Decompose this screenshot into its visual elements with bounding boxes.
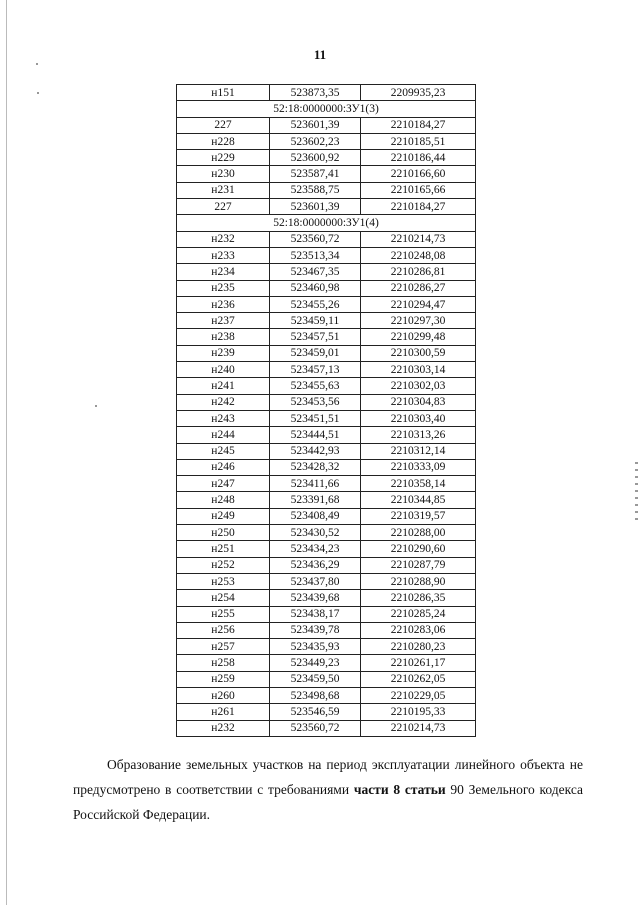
- y-coordinate-cell: 2210184,27: [361, 117, 476, 133]
- x-coordinate-cell: 523601,39: [270, 199, 361, 215]
- table-row: [177, 117, 476, 133]
- table-row: [177, 362, 476, 378]
- coordinates-table-body: [177, 85, 476, 737]
- table-row: [177, 541, 476, 557]
- point-id-cell: н230: [177, 166, 270, 182]
- x-coordinate-cell: 523437,80: [270, 573, 361, 589]
- table-row: [177, 345, 476, 361]
- x-coordinate-cell: 523444,51: [270, 427, 361, 443]
- point-id-cell: н235: [177, 280, 270, 296]
- y-coordinate-cell: 2210303,14: [361, 362, 476, 378]
- x-coordinate-cell: 523513,34: [270, 247, 361, 263]
- table-row: [177, 182, 476, 198]
- x-coordinate-cell: 523455,63: [270, 378, 361, 394]
- y-coordinate-cell: 2210165,66: [361, 182, 476, 198]
- x-coordinate-cell: 523439,68: [270, 590, 361, 606]
- x-coordinate-cell: 523601,39: [270, 117, 361, 133]
- page-number: 11: [313, 47, 327, 62]
- table-row: [177, 394, 476, 410]
- paragraph-emphasis: части 8 статьи: [353, 782, 446, 797]
- table-row: [177, 704, 476, 720]
- x-coordinate-cell: 523411,66: [270, 476, 361, 492]
- y-coordinate-cell: 2210302,03: [361, 378, 476, 394]
- point-id-cell: н237: [177, 313, 270, 329]
- point-id-cell: н238: [177, 329, 270, 345]
- x-coordinate-cell: 523430,52: [270, 525, 361, 541]
- point-id-cell: н250: [177, 525, 270, 541]
- point-id-cell: н252: [177, 557, 270, 573]
- point-id-cell: н242: [177, 394, 270, 410]
- y-coordinate-cell: 2210303,40: [361, 410, 476, 426]
- paragraph-part: Образование земельных участков на период эксплуатации линейного объекта не предусмотрено в соответствии с требованиями: [73, 757, 583, 797]
- y-coordinate-cell: 2210344,85: [361, 492, 476, 508]
- y-coordinate-cell: 2210287,79: [361, 557, 476, 573]
- x-coordinate-cell: 523428,32: [270, 459, 361, 475]
- table-row: [177, 231, 476, 247]
- point-id-cell: н229: [177, 150, 270, 166]
- table-row: [177, 655, 476, 671]
- point-id-cell: н234: [177, 264, 270, 280]
- paragraph-part: 90 Земельного кодекса Российской Федерации.: [73, 782, 584, 822]
- point-id-cell: н259: [177, 671, 270, 687]
- point-id-cell: н256: [177, 622, 270, 638]
- y-coordinate-cell: 2210261,17: [361, 655, 476, 671]
- y-coordinate-cell: 2210294,47: [361, 296, 476, 312]
- x-coordinate-cell: 523435,93: [270, 639, 361, 655]
- x-coordinate-cell: 523442,93: [270, 443, 361, 459]
- y-coordinate-cell: 2210166,60: [361, 166, 476, 182]
- point-id-cell: н232: [177, 231, 270, 247]
- point-id-cell: н253: [177, 573, 270, 589]
- y-coordinate-cell: 2210214,73: [361, 231, 476, 247]
- point-id-cell: 227: [177, 199, 270, 215]
- point-id-cell: н231: [177, 182, 270, 198]
- scan-speck: [36, 63, 38, 65]
- x-coordinate-cell: 523467,35: [270, 264, 361, 280]
- point-id-cell: 227: [177, 117, 270, 133]
- table-row: [177, 133, 476, 149]
- x-coordinate-cell: 523438,17: [270, 606, 361, 622]
- x-coordinate-cell: 523873,35: [270, 85, 361, 101]
- body-paragraph: [73, 752, 583, 827]
- point-id-cell: н232: [177, 720, 270, 736]
- table-row: [177, 264, 476, 280]
- paragraph-text: [73, 752, 583, 827]
- table-row: [177, 720, 476, 736]
- point-id-cell: н251: [177, 541, 270, 557]
- x-coordinate-cell: 523560,72: [270, 231, 361, 247]
- point-id-cell: н244: [177, 427, 270, 443]
- y-coordinate-cell: 2210229,05: [361, 687, 476, 703]
- table-row: [177, 492, 476, 508]
- y-coordinate-cell: 2210285,24: [361, 606, 476, 622]
- x-coordinate-cell: 523457,51: [270, 329, 361, 345]
- y-coordinate-cell: 2210319,57: [361, 508, 476, 524]
- table-row: [177, 443, 476, 459]
- scan-margin-line: [6, 0, 7, 905]
- table-row: [177, 166, 476, 182]
- table-row: [177, 476, 476, 492]
- point-id-cell: н239: [177, 345, 270, 361]
- y-coordinate-cell: 2210288,00: [361, 525, 476, 541]
- table-row: [177, 280, 476, 296]
- y-coordinate-cell: 2210290,60: [361, 541, 476, 557]
- scan-speck: [95, 405, 97, 407]
- table-row: [177, 525, 476, 541]
- x-coordinate-cell: 523498,68: [270, 687, 361, 703]
- y-coordinate-cell: 2210186,44: [361, 150, 476, 166]
- point-id-cell: н248: [177, 492, 270, 508]
- point-id-cell: н241: [177, 378, 270, 394]
- table-row: [177, 199, 476, 215]
- y-coordinate-cell: 2210313,26: [361, 427, 476, 443]
- x-coordinate-cell: 523459,50: [270, 671, 361, 687]
- y-coordinate-cell: 2210333,09: [361, 459, 476, 475]
- x-coordinate-cell: 523546,59: [270, 704, 361, 720]
- x-coordinate-cell: 523457,13: [270, 362, 361, 378]
- y-coordinate-cell: 2210185,51: [361, 133, 476, 149]
- x-coordinate-cell: 523449,23: [270, 655, 361, 671]
- y-coordinate-cell: 2210262,05: [361, 671, 476, 687]
- point-id-cell: н228: [177, 133, 270, 149]
- point-id-cell: н249: [177, 508, 270, 524]
- y-coordinate-cell: 2210297,30: [361, 313, 476, 329]
- x-coordinate-cell: 523460,98: [270, 280, 361, 296]
- x-coordinate-cell: 523453,56: [270, 394, 361, 410]
- point-id-cell: н236: [177, 296, 270, 312]
- point-id-cell: н245: [177, 443, 270, 459]
- x-coordinate-cell: 523408,49: [270, 508, 361, 524]
- point-id-cell: н233: [177, 247, 270, 263]
- x-coordinate-cell: 523455,26: [270, 296, 361, 312]
- y-coordinate-cell: 2210280,23: [361, 639, 476, 655]
- y-coordinate-cell: 2210248,08: [361, 247, 476, 263]
- table-row: [177, 687, 476, 703]
- y-coordinate-cell: 2210304,83: [361, 394, 476, 410]
- x-coordinate-cell: 523459,01: [270, 345, 361, 361]
- point-id-cell: н254: [177, 590, 270, 606]
- point-id-cell: н240: [177, 362, 270, 378]
- y-coordinate-cell: 2210288,90: [361, 573, 476, 589]
- y-coordinate-cell: 2210300,59: [361, 345, 476, 361]
- table-row: [177, 557, 476, 573]
- point-id-cell: н258: [177, 655, 270, 671]
- x-coordinate-cell: 523439,78: [270, 622, 361, 638]
- table-row: [177, 150, 476, 166]
- x-coordinate-cell: 523436,29: [270, 557, 361, 573]
- table-row: [177, 247, 476, 263]
- x-coordinate-cell: 523560,72: [270, 720, 361, 736]
- table-row: [177, 296, 476, 312]
- table-row: [177, 508, 476, 524]
- x-coordinate-cell: 523434,23: [270, 541, 361, 557]
- coordinates-table: [176, 84, 476, 737]
- x-coordinate-cell: 523451,51: [270, 410, 361, 426]
- point-id-cell: н243: [177, 410, 270, 426]
- y-coordinate-cell: 2210283,06: [361, 622, 476, 638]
- y-coordinate-cell: 2210286,27: [361, 280, 476, 296]
- point-id-cell: н246: [177, 459, 270, 475]
- x-coordinate-cell: 523459,11: [270, 313, 361, 329]
- y-coordinate-cell: 2210312,14: [361, 443, 476, 459]
- table-row: [177, 622, 476, 638]
- table-row: [177, 639, 476, 655]
- y-coordinate-cell: 2210299,48: [361, 329, 476, 345]
- y-coordinate-cell: 2210358,14: [361, 476, 476, 492]
- point-id-cell: н260: [177, 687, 270, 703]
- table-row: [177, 590, 476, 606]
- y-coordinate-cell: 2210214,73: [361, 720, 476, 736]
- point-id-cell: н247: [177, 476, 270, 492]
- table-row: [177, 459, 476, 475]
- table-row: [177, 410, 476, 426]
- table-row: [177, 606, 476, 622]
- y-coordinate-cell: 2210184,27: [361, 199, 476, 215]
- x-coordinate-cell: 523391,68: [270, 492, 361, 508]
- point-id-cell: н151: [177, 85, 270, 101]
- x-coordinate-cell: 523588,75: [270, 182, 361, 198]
- y-coordinate-cell: 2210286,81: [361, 264, 476, 280]
- table-row: [177, 329, 476, 345]
- point-id-cell: н257: [177, 639, 270, 655]
- section-label: 52:18:0000000:ЗУ1(4): [177, 215, 476, 231]
- y-coordinate-cell: 2210286,35: [361, 590, 476, 606]
- point-id-cell: н255: [177, 606, 270, 622]
- section-header-row: [177, 101, 476, 117]
- table-row: [177, 85, 476, 101]
- section-header-row: [177, 215, 476, 231]
- x-coordinate-cell: 523602,23: [270, 133, 361, 149]
- table-row: [177, 378, 476, 394]
- y-coordinate-cell: 2210195,33: [361, 704, 476, 720]
- x-coordinate-cell: 523587,41: [270, 166, 361, 182]
- table-row: [177, 573, 476, 589]
- scan-speck: [37, 92, 39, 94]
- section-label: 52:18:0000000:ЗУ1(3): [177, 101, 476, 117]
- table-row: [177, 671, 476, 687]
- x-coordinate-cell: 523600,92: [270, 150, 361, 166]
- table-row: [177, 313, 476, 329]
- scan-edge-marks: [635, 462, 638, 522]
- table-row: [177, 427, 476, 443]
- y-coordinate-cell: 2209935,23: [361, 85, 476, 101]
- point-id-cell: н261: [177, 704, 270, 720]
